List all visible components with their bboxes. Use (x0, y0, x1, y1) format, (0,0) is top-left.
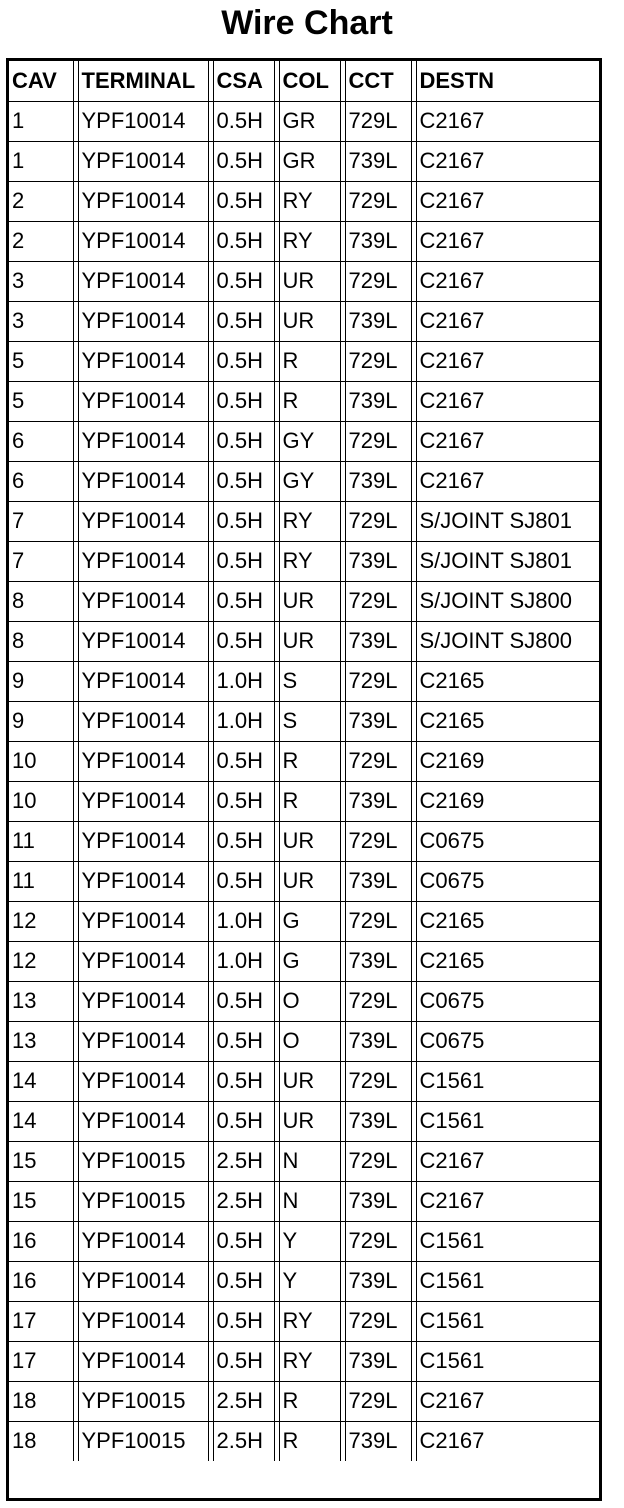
cell-cav: 2 (9, 181, 73, 221)
cell-col: O (279, 1021, 340, 1061)
cell-destn: C1561 (416, 1301, 599, 1341)
cell-csa: 0.5H (213, 781, 274, 821)
cell-cav: 6 (9, 461, 73, 501)
cell-destn: C0675 (416, 1021, 599, 1061)
cell-cav: 8 (9, 581, 73, 621)
cell-col: UR (279, 261, 340, 301)
cell-cav: 15 (9, 1181, 73, 1221)
cell-cct: 739L (345, 221, 411, 261)
cell-terminal: YPF10015 (78, 1421, 208, 1461)
cell-col: RY (279, 1341, 340, 1381)
cell-cct: 729L (345, 581, 411, 621)
table-row (9, 581, 599, 621)
cell-csa: 0.5H (213, 141, 274, 181)
cell-terminal: YPF10014 (78, 941, 208, 981)
cell-csa: 1.0H (213, 701, 274, 741)
cell-terminal: YPF10014 (78, 1101, 208, 1141)
cell-destn: C0675 (416, 861, 599, 901)
table-row (9, 701, 599, 741)
table-row (9, 501, 599, 541)
cell-col: R (279, 741, 340, 781)
cell-terminal: YPF10014 (78, 701, 208, 741)
cell-csa: 0.5H (213, 261, 274, 301)
cell-terminal: YPF10015 (78, 1141, 208, 1181)
cell-cav: 12 (9, 901, 73, 941)
cell-col: UR (279, 861, 340, 901)
cell-cct: 729L (345, 1301, 411, 1341)
cell-destn: S/JOINT SJ800 (416, 621, 599, 661)
cell-destn: C2167 (416, 341, 599, 381)
cell-csa: 1.0H (213, 661, 274, 701)
cell-destn: C2165 (416, 661, 599, 701)
cell-csa: 0.5H (213, 621, 274, 661)
cell-destn: S/JOINT SJ801 (416, 541, 599, 581)
table-row (9, 741, 599, 781)
cell-destn: C2167 (416, 1381, 599, 1421)
cell-destn: C1561 (416, 1101, 599, 1141)
cell-col: RY (279, 221, 340, 261)
cell-cav: 8 (9, 621, 73, 661)
table-row (9, 1221, 599, 1261)
cell-destn: C1561 (416, 1061, 599, 1101)
cell-terminal: YPF10014 (78, 581, 208, 621)
cell-cav: 14 (9, 1061, 73, 1101)
cell-cav: 11 (9, 821, 73, 861)
cell-col: UR (279, 581, 340, 621)
cell-col: S (279, 701, 340, 741)
cell-col: R (279, 341, 340, 381)
cell-cct: 729L (345, 101, 411, 141)
table-row (9, 461, 599, 501)
table-row (9, 261, 599, 301)
table-row (9, 661, 599, 701)
cell-col: Y (279, 1221, 340, 1261)
cell-cav: 14 (9, 1101, 73, 1141)
table-row (9, 101, 599, 141)
cell-cav: 16 (9, 1261, 73, 1301)
cell-col: R (279, 781, 340, 821)
cell-cct: 739L (345, 1181, 411, 1221)
cell-destn: C2165 (416, 901, 599, 941)
column-header-terminal: TERMINAL (78, 61, 208, 101)
table-row (9, 541, 599, 581)
cell-terminal: YPF10014 (78, 781, 208, 821)
cell-terminal: YPF10014 (78, 621, 208, 661)
cell-col: UR (279, 621, 340, 661)
cell-terminal: YPF10014 (78, 901, 208, 941)
cell-destn: C0675 (416, 821, 599, 861)
cell-terminal: YPF10014 (78, 461, 208, 501)
cell-terminal: YPF10014 (78, 101, 208, 141)
cell-col: G (279, 901, 340, 941)
cell-terminal: YPF10014 (78, 1021, 208, 1061)
cell-destn: C2167 (416, 141, 599, 181)
column-header-cct: CCT (345, 61, 411, 101)
cell-destn: C2167 (416, 301, 599, 341)
table-row (9, 421, 599, 461)
table-row (9, 381, 599, 421)
cell-cct: 739L (345, 1101, 411, 1141)
cell-terminal: YPF10014 (78, 301, 208, 341)
cell-destn: C2167 (416, 461, 599, 501)
cell-terminal: YPF10014 (78, 261, 208, 301)
cell-destn: S/JOINT SJ800 (416, 581, 599, 621)
table-row (9, 981, 599, 1021)
cell-csa: 0.5H (213, 1061, 274, 1101)
cell-destn: C2167 (416, 181, 599, 221)
cell-cav: 17 (9, 1341, 73, 1381)
cell-terminal: YPF10014 (78, 661, 208, 701)
cell-col: UR (279, 1101, 340, 1141)
cell-cct: 739L (345, 781, 411, 821)
cell-cct: 739L (345, 381, 411, 421)
table-header (9, 61, 599, 101)
cell-csa: 0.5H (213, 301, 274, 341)
column-header-destn: DESTN (416, 61, 599, 101)
page-title: Wire Chart (221, 4, 393, 42)
cell-cct: 739L (345, 941, 411, 981)
cell-cct: 739L (345, 701, 411, 741)
cell-col: N (279, 1181, 340, 1221)
cell-cav: 2 (9, 221, 73, 261)
cell-col: UR (279, 301, 340, 341)
table-row (9, 1141, 599, 1181)
cell-cav: 5 (9, 381, 73, 421)
cell-csa: 0.5H (213, 221, 274, 261)
cell-csa: 0.5H (213, 181, 274, 221)
cell-csa: 0.5H (213, 541, 274, 581)
cell-cav: 9 (9, 661, 73, 701)
cell-cct: 739L (345, 541, 411, 581)
cell-csa: 0.5H (213, 1261, 274, 1301)
table-row (9, 341, 599, 381)
cell-col: RY (279, 181, 340, 221)
cell-cct: 739L (345, 1421, 411, 1461)
cell-destn: C2165 (416, 701, 599, 741)
table-row (9, 301, 599, 341)
cell-csa: 2.5H (213, 1381, 274, 1421)
cell-csa: 2.5H (213, 1421, 274, 1461)
wire-chart-table (9, 61, 599, 1461)
cell-cct: 729L (345, 181, 411, 221)
cell-cct: 739L (345, 1341, 411, 1381)
cell-destn: C2167 (416, 421, 599, 461)
cell-terminal: YPF10014 (78, 1301, 208, 1341)
cell-destn: C2169 (416, 741, 599, 781)
cell-csa: 0.5H (213, 861, 274, 901)
cell-col: N (279, 1141, 340, 1181)
cell-cct: 729L (345, 981, 411, 1021)
cell-terminal: YPF10014 (78, 141, 208, 181)
cell-col: G (279, 941, 340, 981)
cell-col: S (279, 661, 340, 701)
column-header-col: COL (279, 61, 340, 101)
table-row (9, 1181, 599, 1221)
cell-csa: 0.5H (213, 421, 274, 461)
table-row (9, 861, 599, 901)
cell-cav: 15 (9, 1141, 73, 1181)
cell-cct: 729L (345, 1061, 411, 1101)
cell-cav: 13 (9, 981, 73, 1021)
cell-destn: C0675 (416, 981, 599, 1021)
cell-csa: 0.5H (213, 501, 274, 541)
cell-cct: 739L (345, 301, 411, 341)
cell-destn: C2167 (416, 1181, 599, 1221)
table-row (9, 181, 599, 221)
cell-cav: 17 (9, 1301, 73, 1341)
cell-cav: 6 (9, 421, 73, 461)
cell-cav: 10 (9, 781, 73, 821)
cell-csa: 1.0H (213, 901, 274, 941)
cell-csa: 1.0H (213, 941, 274, 981)
cell-cav: 18 (9, 1421, 73, 1461)
cell-csa: 0.5H (213, 1101, 274, 1141)
cell-cav: 7 (9, 541, 73, 581)
cell-cct: 739L (345, 1261, 411, 1301)
cell-destn: S/JOINT SJ801 (416, 501, 599, 541)
cell-destn: C2167 (416, 1421, 599, 1461)
cell-cav: 16 (9, 1221, 73, 1261)
cell-csa: 0.5H (213, 581, 274, 621)
cell-col: R (279, 1421, 340, 1461)
table-row (9, 221, 599, 261)
cell-col: Y (279, 1261, 340, 1301)
cell-csa: 0.5H (213, 101, 274, 141)
cell-terminal: YPF10014 (78, 1221, 208, 1261)
cell-cct: 729L (345, 341, 411, 381)
cell-terminal: YPF10014 (78, 421, 208, 461)
cell-terminal: YPF10014 (78, 861, 208, 901)
cell-cct: 739L (345, 141, 411, 181)
cell-terminal: YPF10014 (78, 221, 208, 261)
table-row (9, 781, 599, 821)
cell-destn: C2165 (416, 941, 599, 981)
cell-destn: C2167 (416, 1141, 599, 1181)
cell-terminal: YPF10015 (78, 1381, 208, 1421)
cell-destn: C2167 (416, 101, 599, 141)
cell-col: O (279, 981, 340, 1021)
cell-terminal: YPF10014 (78, 1061, 208, 1101)
cell-destn: C2167 (416, 221, 599, 261)
cell-terminal: YPF10014 (78, 1261, 208, 1301)
cell-cav: 13 (9, 1021, 73, 1061)
cell-csa: 0.5H (213, 381, 274, 421)
cell-terminal: YPF10014 (78, 981, 208, 1021)
cell-cav: 9 (9, 701, 73, 741)
table-row (9, 141, 599, 181)
cell-col: RY (279, 541, 340, 581)
cell-destn: C2167 (416, 261, 599, 301)
cell-csa: 0.5H (213, 1301, 274, 1341)
cell-terminal: YPF10014 (78, 341, 208, 381)
cell-cct: 729L (345, 741, 411, 781)
table-row (9, 1261, 599, 1301)
cell-cav: 5 (9, 341, 73, 381)
cell-col: UR (279, 821, 340, 861)
cell-cav: 1 (9, 101, 73, 141)
cell-csa: 0.5H (213, 341, 274, 381)
cell-col: GR (279, 101, 340, 141)
cell-cct: 729L (345, 821, 411, 861)
cell-col: GY (279, 461, 340, 501)
cell-destn: C2167 (416, 381, 599, 421)
cell-terminal: YPF10014 (78, 181, 208, 221)
cell-cct: 729L (345, 1141, 411, 1181)
cell-cct: 739L (345, 1021, 411, 1061)
cell-cav: 10 (9, 741, 73, 781)
table-row (9, 1061, 599, 1101)
cell-destn: C1561 (416, 1221, 599, 1261)
column-header-csa: CSA (213, 61, 274, 101)
cell-cav: 18 (9, 1381, 73, 1421)
cell-csa: 0.5H (213, 1341, 274, 1381)
cell-col: GY (279, 421, 340, 461)
cell-cav: 11 (9, 861, 73, 901)
cell-cct: 729L (345, 1381, 411, 1421)
cell-csa: 0.5H (213, 741, 274, 781)
cell-terminal: YPF10014 (78, 1341, 208, 1381)
cell-cct: 739L (345, 621, 411, 661)
cell-terminal: YPF10014 (78, 541, 208, 581)
cell-cct: 729L (345, 661, 411, 701)
cell-terminal: YPF10014 (78, 821, 208, 861)
cell-csa: 2.5H (213, 1181, 274, 1221)
cell-col: RY (279, 1301, 340, 1341)
table-row (9, 621, 599, 661)
cell-cct: 739L (345, 861, 411, 901)
cell-cav: 1 (9, 141, 73, 181)
cell-cav: 3 (9, 261, 73, 301)
table-row (9, 1301, 599, 1341)
table-row (9, 1101, 599, 1141)
cell-destn: C2169 (416, 781, 599, 821)
cell-terminal: YPF10014 (78, 381, 208, 421)
cell-csa: 0.5H (213, 461, 274, 501)
cell-csa: 0.5H (213, 821, 274, 861)
cell-terminal: YPF10015 (78, 1181, 208, 1221)
table-row (9, 901, 599, 941)
cell-cav: 3 (9, 301, 73, 341)
cell-col: R (279, 381, 340, 421)
column-header-cav: CAV (9, 61, 73, 101)
cell-col: R (279, 1381, 340, 1421)
cell-cct: 739L (345, 461, 411, 501)
cell-destn: C1561 (416, 1341, 599, 1381)
table-row (9, 1381, 599, 1421)
cell-col: UR (279, 1061, 340, 1101)
cell-cav: 12 (9, 941, 73, 981)
cell-terminal: YPF10014 (78, 741, 208, 781)
header-row (9, 61, 599, 101)
cell-cct: 729L (345, 501, 411, 541)
cell-terminal: YPF10014 (78, 501, 208, 541)
cell-csa: 0.5H (213, 1021, 274, 1061)
wire-chart-table-frame (6, 58, 602, 1501)
cell-csa: 0.5H (213, 981, 274, 1021)
cell-cct: 729L (345, 261, 411, 301)
table-row (9, 1021, 599, 1061)
table-row (9, 941, 599, 981)
table-row (9, 1421, 599, 1461)
cell-cct: 729L (345, 901, 411, 941)
table-body (9, 101, 599, 1461)
cell-cct: 729L (345, 421, 411, 461)
cell-csa: 2.5H (213, 1141, 274, 1181)
cell-cav: 7 (9, 501, 73, 541)
cell-csa: 0.5H (213, 1221, 274, 1261)
table-row (9, 821, 599, 861)
cell-cct: 729L (345, 1221, 411, 1261)
table-row (9, 1341, 599, 1381)
cell-col: RY (279, 501, 340, 541)
cell-col: GR (279, 141, 340, 181)
cell-destn: C1561 (416, 1261, 599, 1301)
